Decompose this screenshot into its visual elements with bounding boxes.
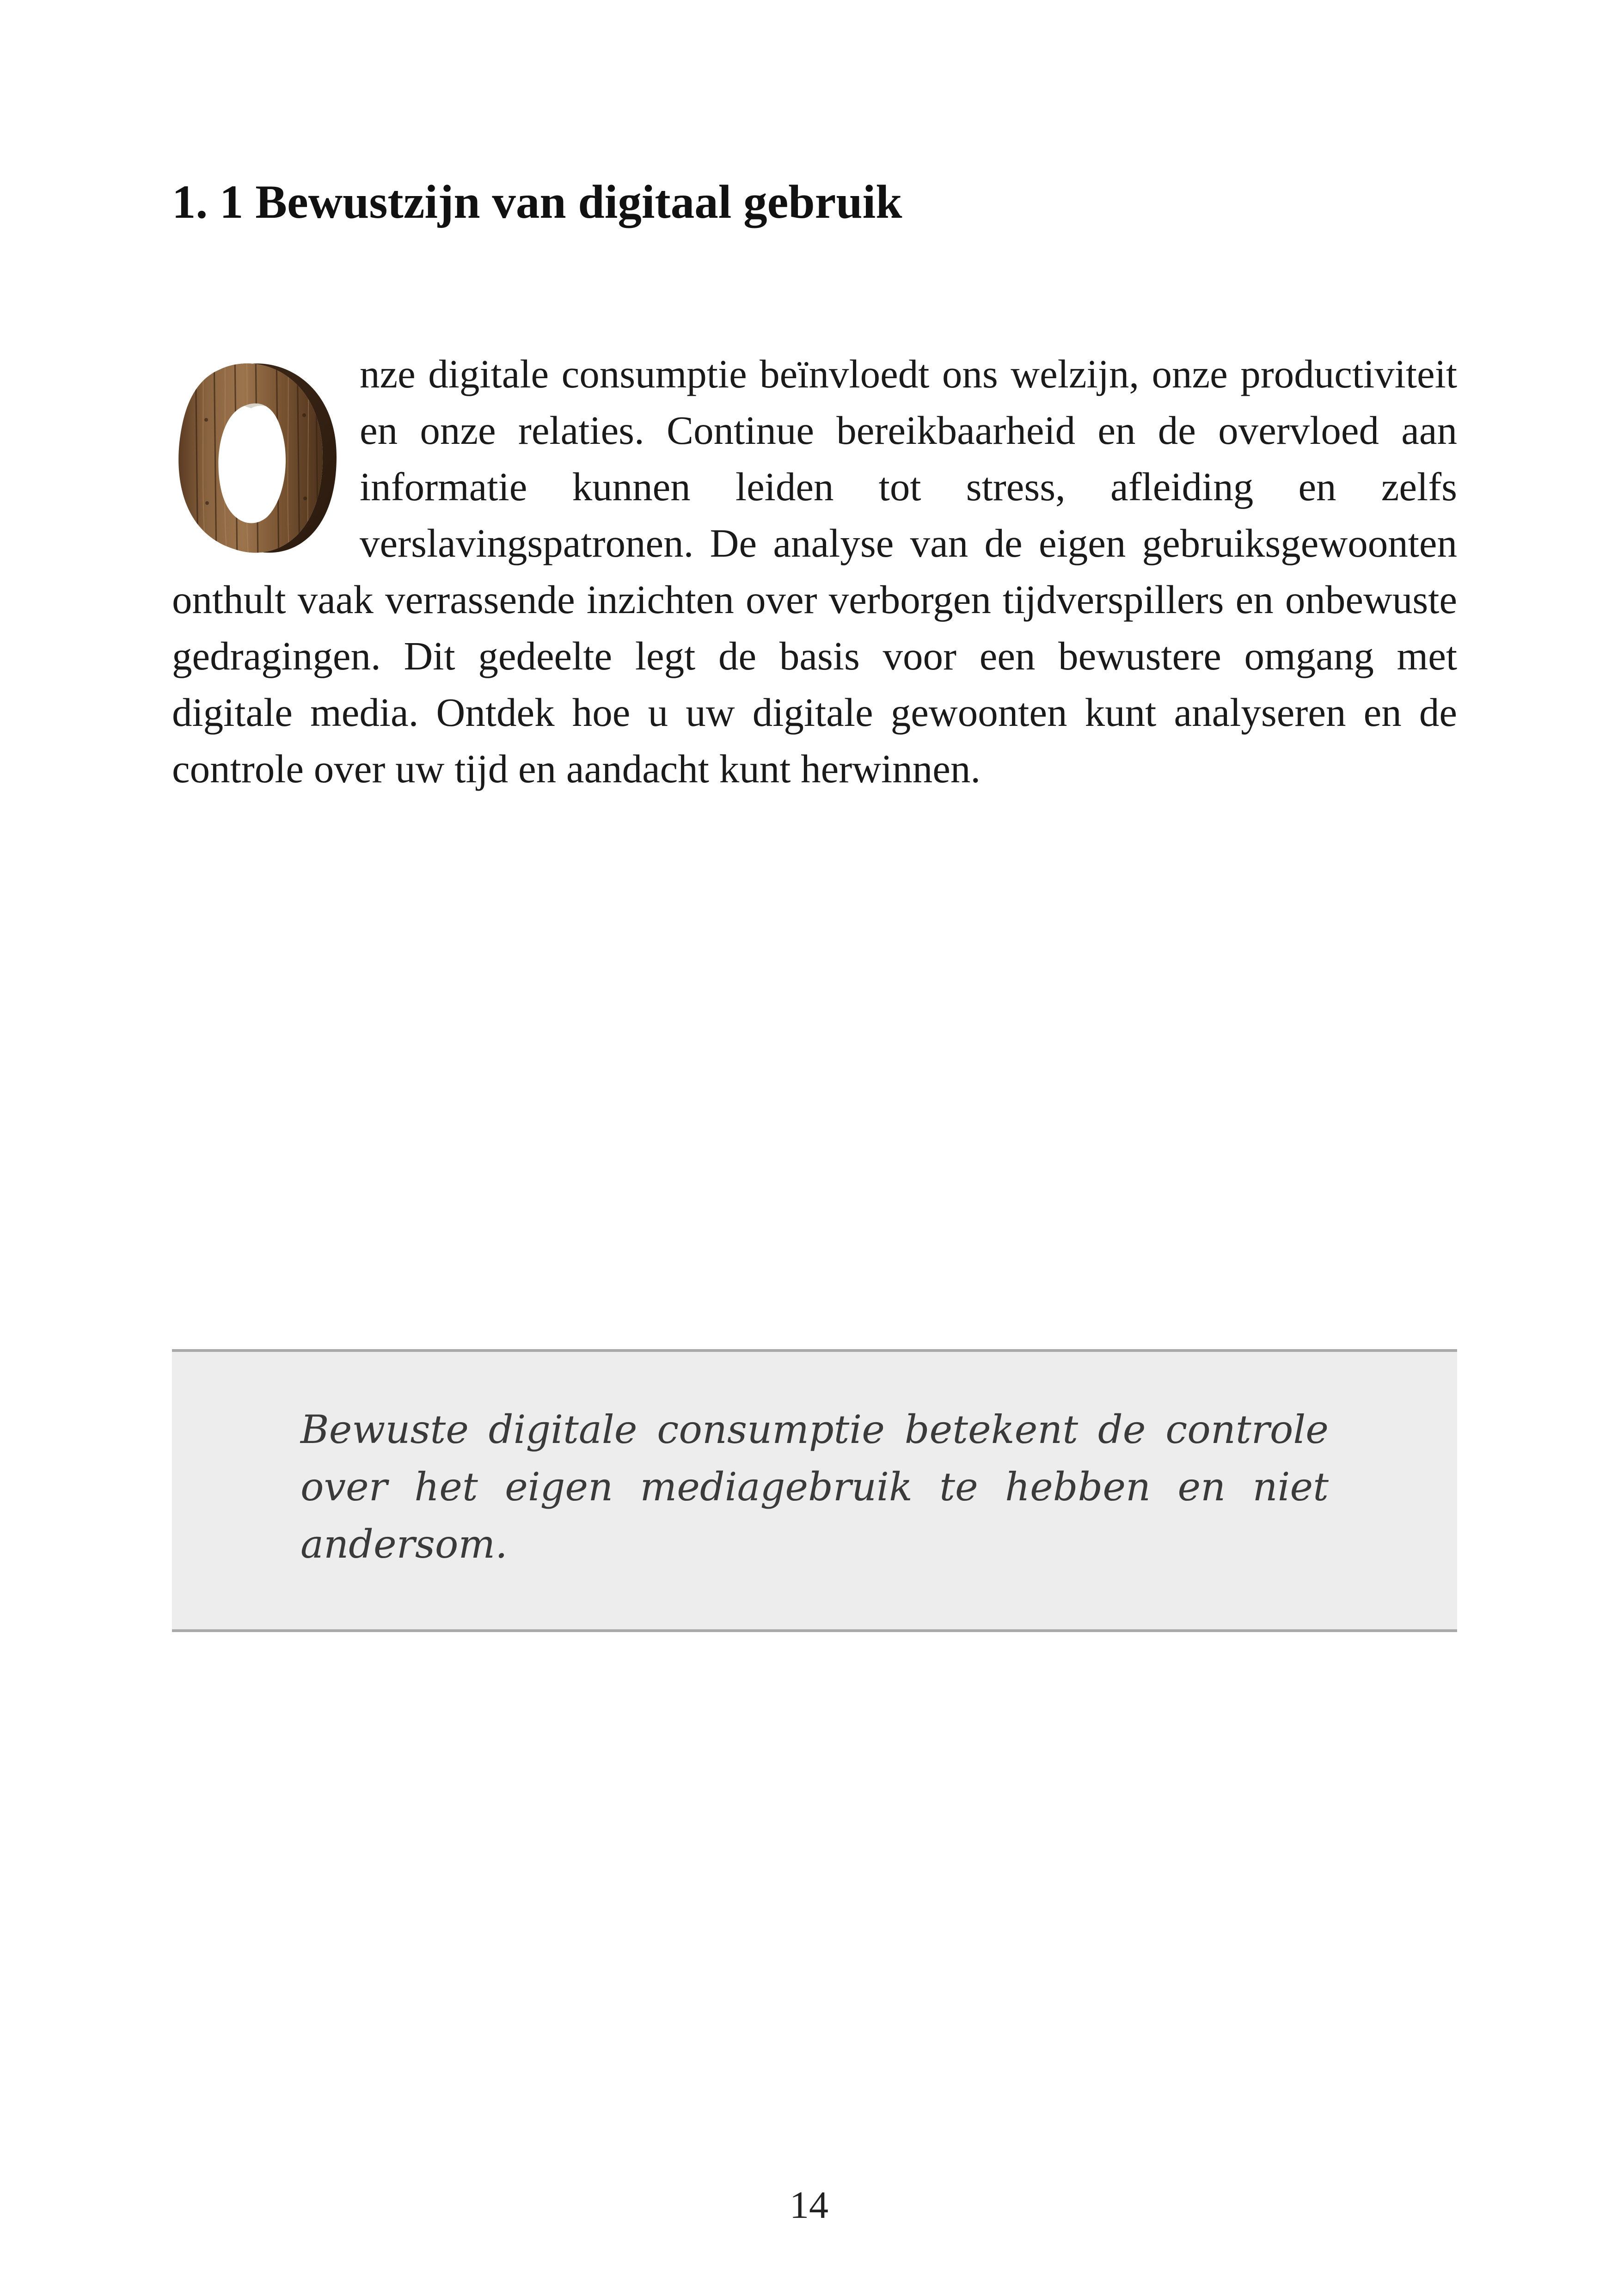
page-number: 14 xyxy=(790,2184,828,2227)
dropcap-letter-o-image xyxy=(170,346,360,563)
intro-paragraph xyxy=(172,346,1457,797)
callout-quote-text: Bewuste digitale consumptie betekent de controle over het eigen mediagebruik te hebben en niet andersom. xyxy=(300,1407,1329,1567)
intro-paragraph-text: nze digitale consumptie beïnvloedt ons welzijn, onze productiviteit en onze relaties. Continue bereikbaarheid en de overvloed aan informatie kunnen leiden tot stress, afleiding en zelfs verslavingspatronen. De analyse van de eigen gebruiksgewoonten onthult vaak verrassende inzichten over verborgen tijdverspillers en onbewuste gedragingen. Dit gedeelte legt de basis voor een bewustere omgang met digitale media. Ontdek hoe u uw digitale gewoonten kunt analyseren en de controle over uw tijd en aandacht kunt herwinnen. xyxy=(172,351,1457,791)
callout-quote-box xyxy=(172,1349,1457,1632)
wooden-o-icon xyxy=(170,350,355,563)
section-heading: 1. 1 Bewustzijn van digitaal gebruik xyxy=(172,176,902,228)
